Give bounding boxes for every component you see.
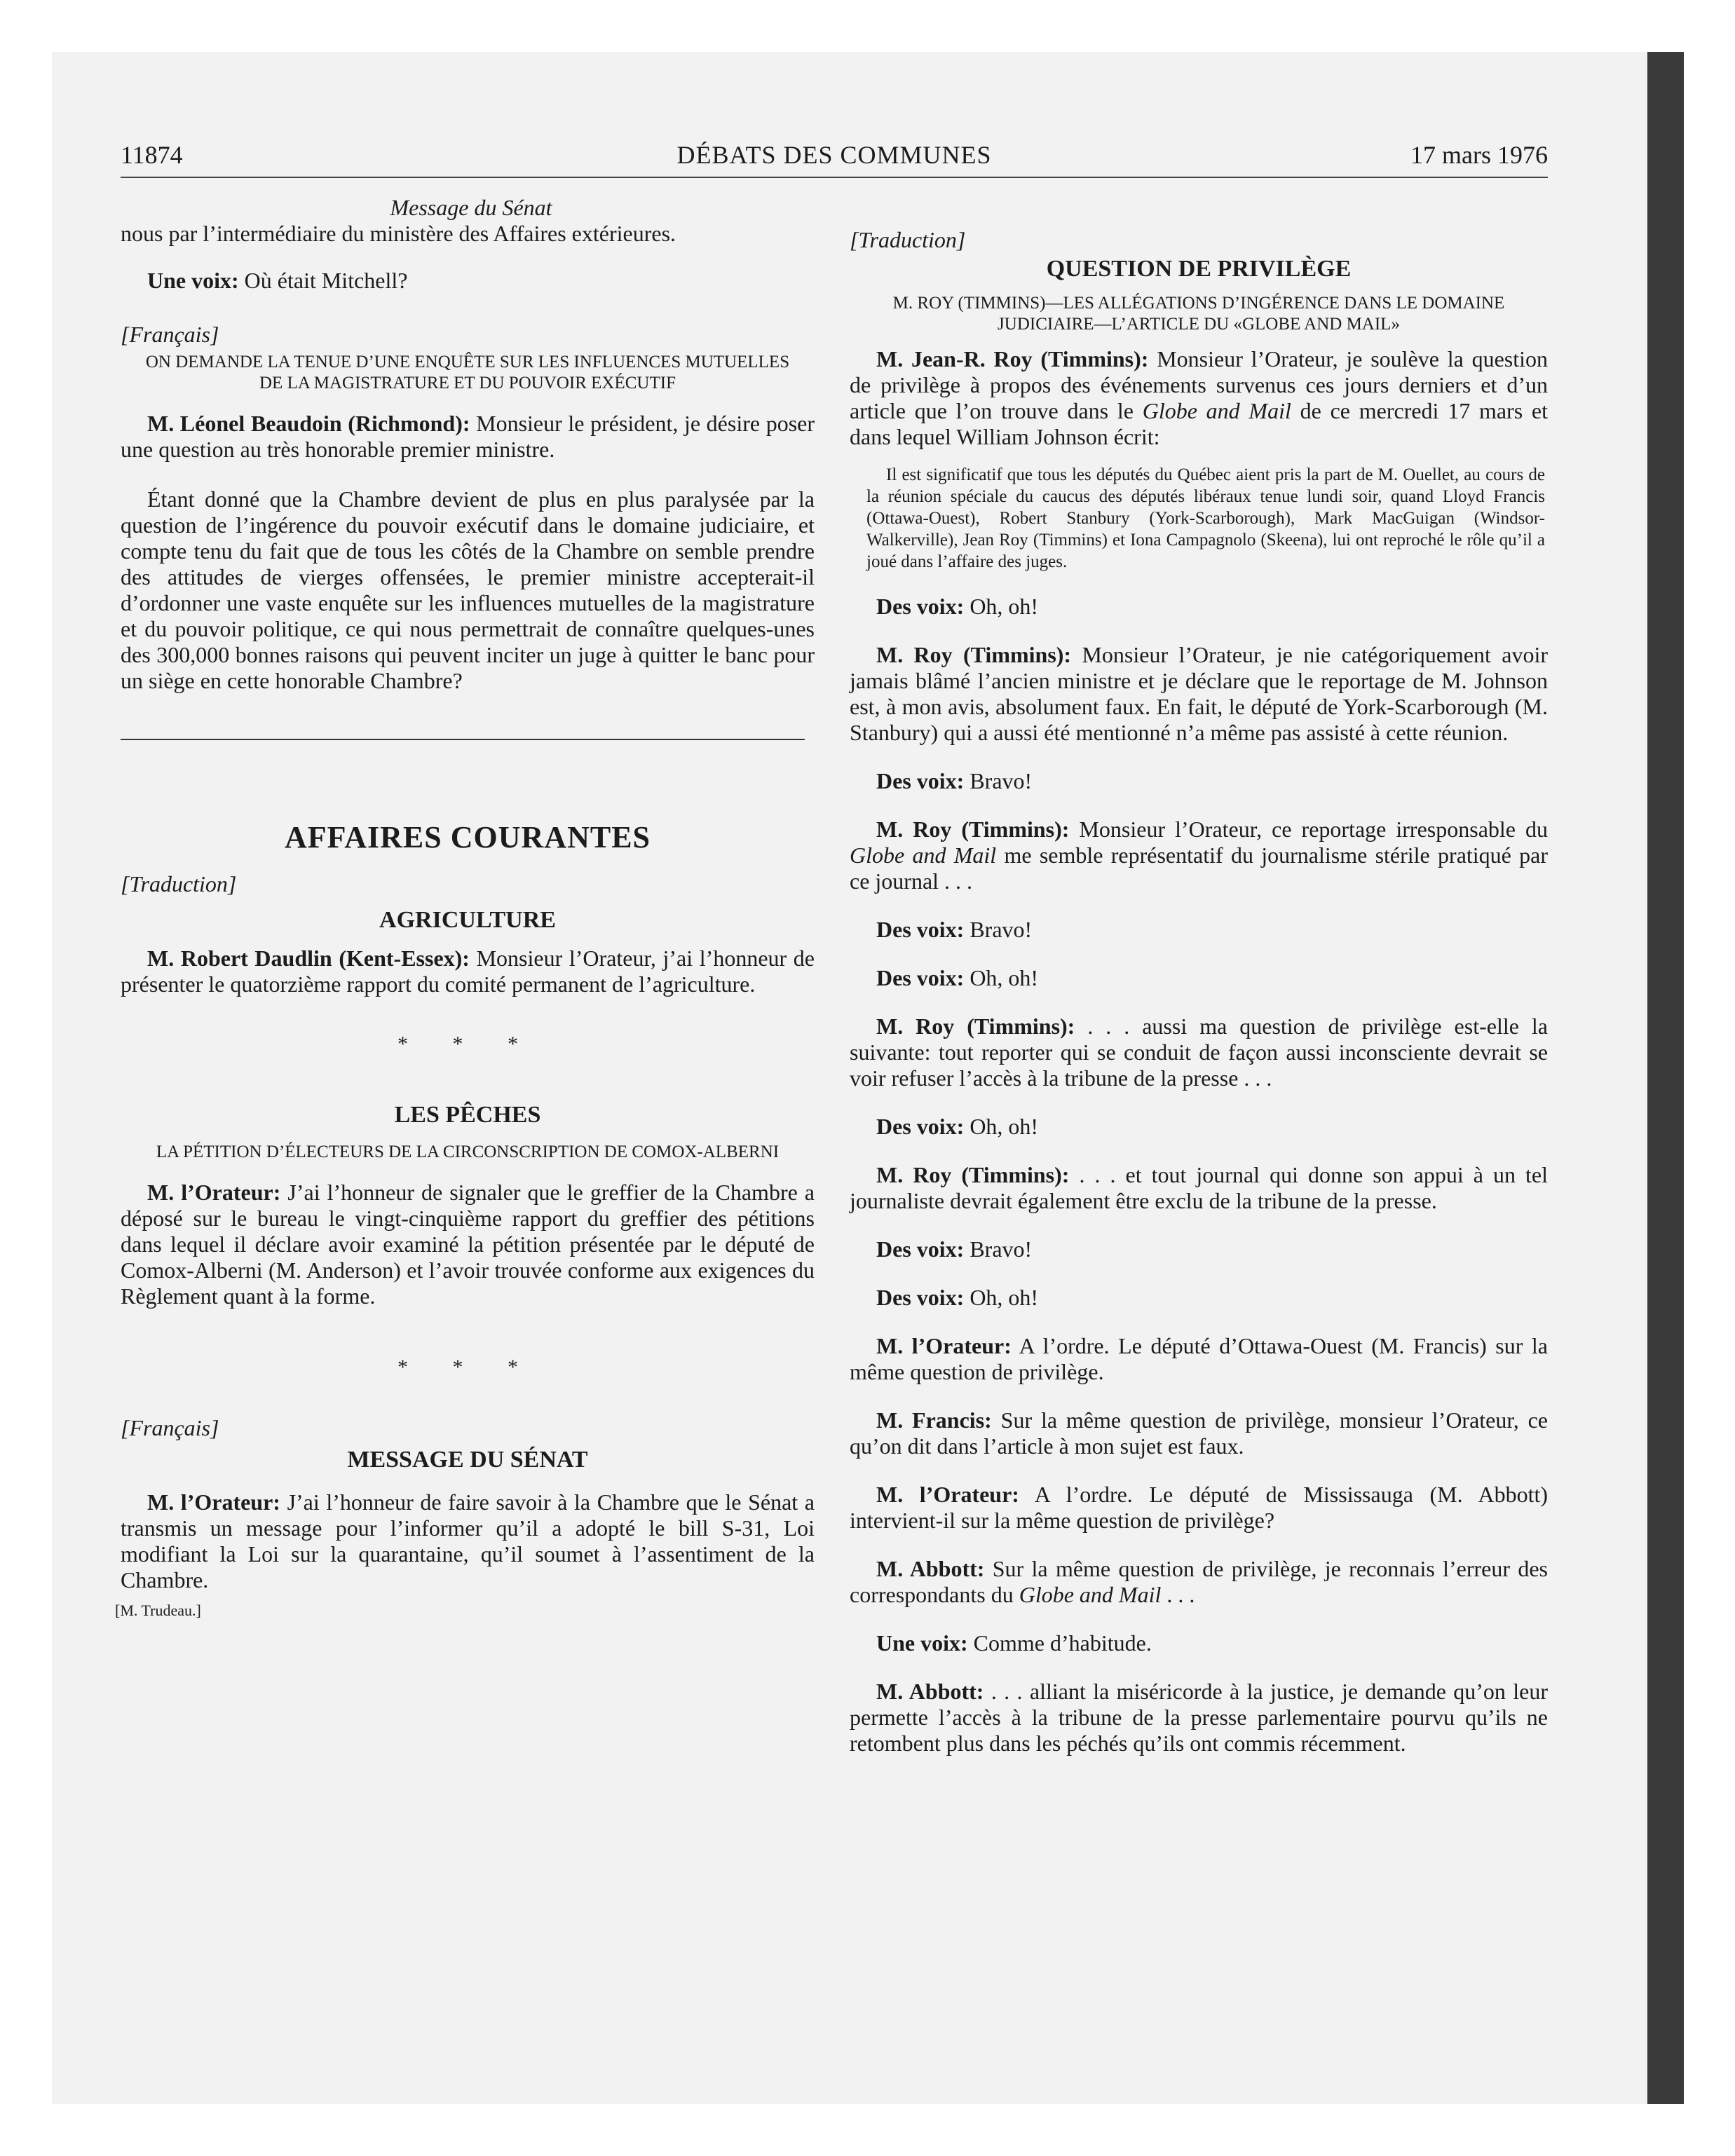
- scan-edge: [1647, 52, 1684, 2104]
- subheading: ON DEMANDE LA TENUE D’UNE ENQUÊTE SUR LES INFLUENCES MUTUELLES DE LA MAGISTRATURE ET DU POUVOIR EXÉCUTIF: [145, 353, 790, 393]
- continued-paragraph: nous par l’intermédiaire du ministère des Affaires extérieures.: [121, 221, 676, 246]
- language-marker: [Traduction]: [850, 227, 966, 252]
- topic-heading: MESSAGE DU SÉNAT: [347, 1447, 588, 1473]
- language-marker: [Français]: [121, 322, 219, 347]
- language-marker: [Français]: [121, 1415, 219, 1440]
- quoted-article: Il est significatif que tous les députés du Québec aient pris la part de M. Ouellet, au cours de la réunion spéciale du caucus des députés libéraux tenue lundi soir, quand Lloyd Francis (Ottawa-Ouest), Robert Stanbury (York-Scarborough), Mark MacGuigan (Windsor-Walkerville), Jean Roy (Timmins) et Iona Campagnolo (Skeena), lui ont reproché le rôle qu’il a joué dans l’affaire des juges.: [866, 465, 1545, 571]
- topic-heading: AGRICULTURE: [379, 907, 556, 933]
- interjection: Des voix: Bravo!: [876, 1236, 1033, 1262]
- speech-paragraph: M. Roy (Timmins): Monsieur l’Orateur, je nie catégoriquement avoir jamais blâmé l’ancien ministre et je déclare que le reportage de M. Johnson est, à mon avis, absolument faux. En fait, le député de York-Scarborough (M. Stanbury) qui a aussi été mentionné n’a même pas assisté à cette réunion.: [850, 642, 1549, 745]
- speech-paragraph: M. Abbott: Sur la même question de privilège, je reconnais l’erreur des correspondants du Globe and Mail . . .: [850, 1556, 1549, 1607]
- speech-paragraph: M. Abbott: . . . alliant la miséricorde à la justice, je demande qu’on leur permette l’accès à la tribune de la presse parlementaire pourvu qu’ils ne retombent plus dans les péchés qu’ils ont commis récemment.: [850, 1679, 1549, 1756]
- section-heading: AFFAIRES COURANTES: [284, 820, 651, 854]
- left-column: [115, 195, 815, 1623]
- speech-paragraph: M. Roy (Timmins): Monsieur l’Orateur, ce reportage irresponsable du Globe and Mail me semble représentatif du journalisme stérile pratiqué par ce journal . . .: [850, 817, 1549, 894]
- language-marker: [Traduction]: [121, 871, 237, 896]
- topic-heading: QUESTION DE PRIVILÈGE: [1046, 256, 1352, 282]
- speech-paragraph: M. Jean-R. Roy (Timmins): Monsieur l’Orateur, je soulève la question de privilège à propos des événements survenus ces jours derniers et d’un article que l’on trouve dans le Globe and Mail de ce mercredi 17 mars et dans lequel William Johnson écrit:: [850, 346, 1549, 449]
- interjection: Des voix: Oh, oh!: [876, 965, 1039, 990]
- speech-paragraph: M. l’Orateur: A l’ordre. Le député de Mississauga (M. Abbott) intervient-il sur la même question de privilège?: [850, 1482, 1549, 1533]
- interjection: Des voix: Oh, oh!: [876, 1114, 1039, 1139]
- speech-paragraph: M. Léonel Beaudoin (Richmond): Monsieur le président, je désire poser une question au très honorable premier ministre.: [121, 411, 815, 462]
- speech-paragraph: M. Roy (Timmins): . . . aussi ma question de privilège est-elle la suivante: tout reporter qui se conduit de façon aussi inconsciente devrait se voir refuser l’accès à la tribune de la presse . . .: [850, 1014, 1549, 1091]
- interjection: Des voix: Bravo!: [876, 917, 1033, 942]
- speech-paragraph: M. l’Orateur: J’ai l’honneur de signaler que le greffier de la Chambre a déposé sur le bureau le vingt-cinquième rapport du greffier des pétitions dans lequel il déclare avoir examiné la pétition présentée par le député de Comox-Alberni (M. Anderson) et l’avoir trouvée conforme aux exigences du Règlement quant à la forme.: [121, 1180, 815, 1309]
- speech-paragraph: M. Robert Daudlin (Kent-Essex): Monsieur l’Orateur, j’ai l’honneur de présenter le quatorzième rapport du comité permanent de l’agriculture.: [121, 946, 815, 997]
- right-column: [850, 195, 1548, 1756]
- page-date: 17 mars 1976: [1410, 141, 1548, 169]
- page-number: 11874: [121, 141, 183, 169]
- speaker-note: [M. Trudeau.]: [115, 1602, 201, 1619]
- separator-stars: * * *: [397, 1356, 538, 1379]
- running-head: Message du Sénat: [390, 195, 552, 220]
- speech-paragraph: M. Francis: Sur la même question de privilège, monsieur l’Orateur, ce qu’on dit dans l’article à mon sujet est faux.: [850, 1407, 1549, 1459]
- subheading: M. ROY (TIMMINS)—LES ALLÉGATIONS D’INGÉRENCE DANS LE DOMAINE JUDICIAIRE—L’ARTICLE DU «GLOBE AND MAIL»: [892, 294, 1505, 334]
- topic-heading: LES PÊCHES: [394, 1102, 541, 1128]
- interjection: Des voix: Oh, oh!: [876, 594, 1039, 619]
- interjection: Des voix: Oh, oh!: [876, 1285, 1039, 1310]
- subheading: LA PÉTITION D’ÉLECTEURS DE LA CIRCONSCRIPTION DE COMOX-ALBERNI: [156, 1142, 780, 1161]
- speech-paragraph: M. l’Orateur: A l’ordre. Le député d’Ottawa-Ouest (M. Francis) sur la même question de privilège.: [850, 1333, 1549, 1384]
- section-divider: [121, 739, 805, 740]
- speech-paragraph: Étant donné que la Chambre devient de plus en plus paralysée par la question de l’ingérence du pouvoir exécutif dans le domaine judiciaire, et compte tenu du fait que de tous les côtés de la Chambre on semble prendre des attitudes de vierges offensées, le premier ministre accepterait-il d’ordonner une vaste enquête sur les influences mutuelles de la magistrature et du pouvoir politique, ce qui nous permettrait de connaître quelques-unes des 300,000 bonnes raisons qui peuvent inciter un juge à quitter le banc pour un siège en cette honorable Chambre?: [121, 486, 815, 693]
- separator-stars: * * *: [397, 1032, 538, 1056]
- publication-title: DÉBATS DES COMMUNES: [676, 141, 992, 169]
- speech-paragraph: M. l’Orateur: J’ai l’honneur de faire savoir à la Chambre que le Sénat a transmis un message pour l’informer qu’il a adopté le bill S-31, Loi modifiant la Loi sur la quarantaine, qu’il soumet à l’assentiment de la Chambre.: [121, 1489, 815, 1592]
- interjection: Une voix: Où était Mitchell?: [147, 268, 408, 293]
- interjection: Des voix: Bravo!: [876, 768, 1033, 793]
- speech-paragraph: M. Roy (Timmins): . . . et tout journal qui donne son appui à un tel journaliste devrait également être exclu de la tribune de la presse.: [850, 1162, 1549, 1213]
- interjection: Une voix: Comme d’habitude.: [876, 1630, 1152, 1656]
- page-header: [121, 140, 1548, 178]
